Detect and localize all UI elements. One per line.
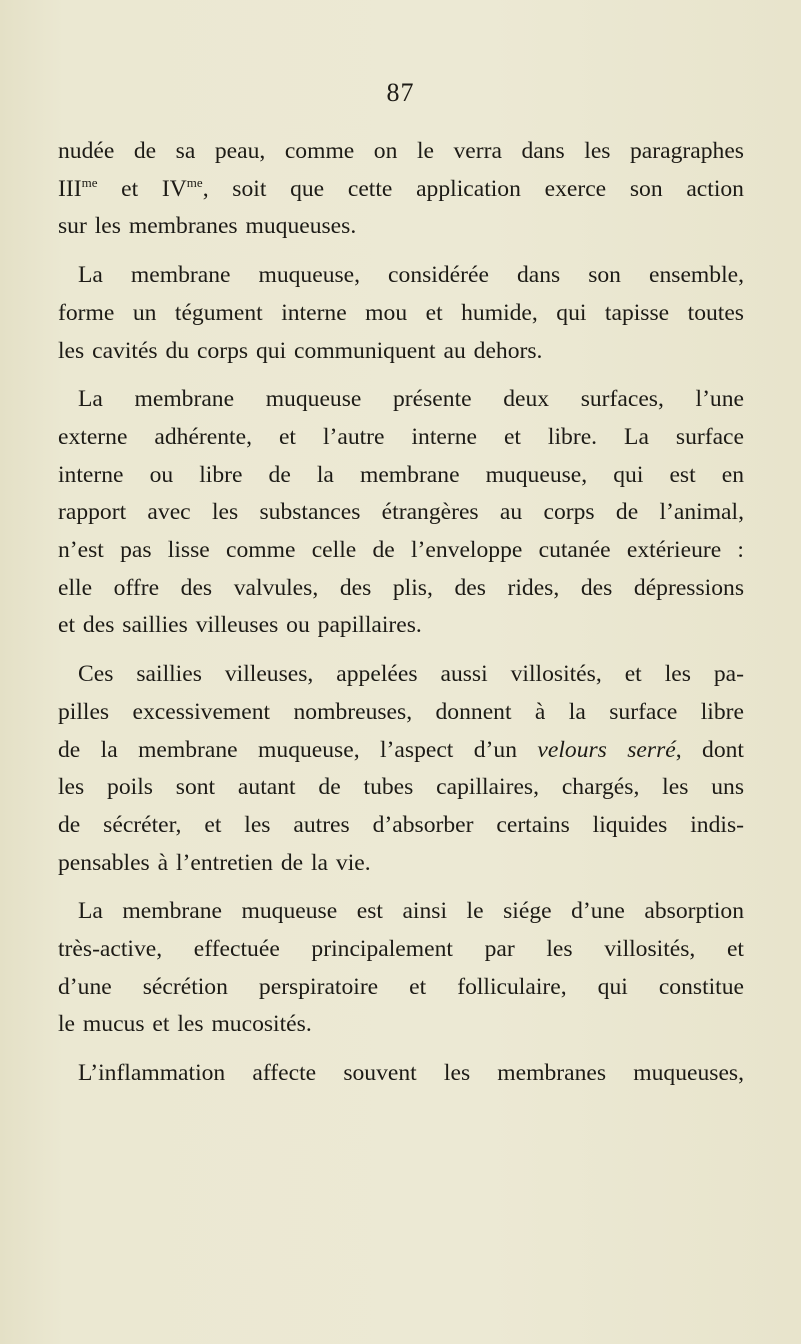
text-line: La membrane muqueuse, considérée dans son ensemble, [78,262,744,289]
paragraph-3 [58,381,744,645]
text-line: n’est pas lisse comme celle de l’enveloppe cutanée extérieure : [58,537,744,564]
emphasis-text: velours serré [537,736,676,763]
paragraph-1 [58,133,744,246]
text-line: rapport avec les substances étrangères au corps de l’animal, [58,499,744,526]
text-line: le mucus et les mucosités. [58,1011,312,1038]
text-line: forme un tégument interne mou et humide, qui tapisse toutes [58,299,744,326]
page-number: 87 [386,78,415,107]
text-line: nudée de sa peau, comme on le verra dans les paragraphes [58,138,744,164]
text-line: de sécréter, et les autres d’absorber certains liquides indis- [58,811,744,838]
text-line: Ces saillies villeuses, appelées aussi villosités, et les pa- [78,661,744,688]
text-line: La membrane muqueuse est ainsi le siége d’une absorption [78,898,744,925]
text-line: les cavités du corps qui communiquent au dehors. [58,337,543,364]
paragraph-5 [58,893,744,1044]
text-line: pensables à l’entretien de la vie. [58,849,371,876]
text-line: La membrane muqueuse présente deux surfaces, l’une [78,386,744,413]
text-line: les poils sont autant de tubes capillaires, chargés, les uns [58,774,744,801]
paragraph-2 [58,257,744,370]
text-line: elle offre des valvules, des plis, des rides, des dépressions [58,574,744,601]
text-line: d’une sécrétion perspiratoire et folliculaire, qui constitue [58,973,744,1000]
text-line: externe adhérente, et l’autre interne et libre. La surface [58,423,744,450]
text-line: de la membrane muqueuse, l’aspect d’un velours serré, dont [58,736,744,763]
paragraph-6 [58,1055,744,1093]
text-line: pilles excessivement nombreuses, donnent à la surface libre [58,698,744,725]
text-line: et des saillies villeuses ou papillaires. [58,612,422,639]
paragraph-4 [58,656,744,882]
text-line: $III^{me}$ et $IV^{me}$, soit que cette application exerce son action [58,174,744,202]
text-line: interne ou libre de la membrane muqueuse, qui est en [58,461,744,488]
text-line: L’inflammation affecte souvent les membranes muqueuses, [78,1060,744,1087]
body-text [58,133,744,1104]
text-line: très-active, effectuée principalement par les villosités, et [58,936,744,963]
text-line: sur les membranes muqueuses. [58,213,357,240]
